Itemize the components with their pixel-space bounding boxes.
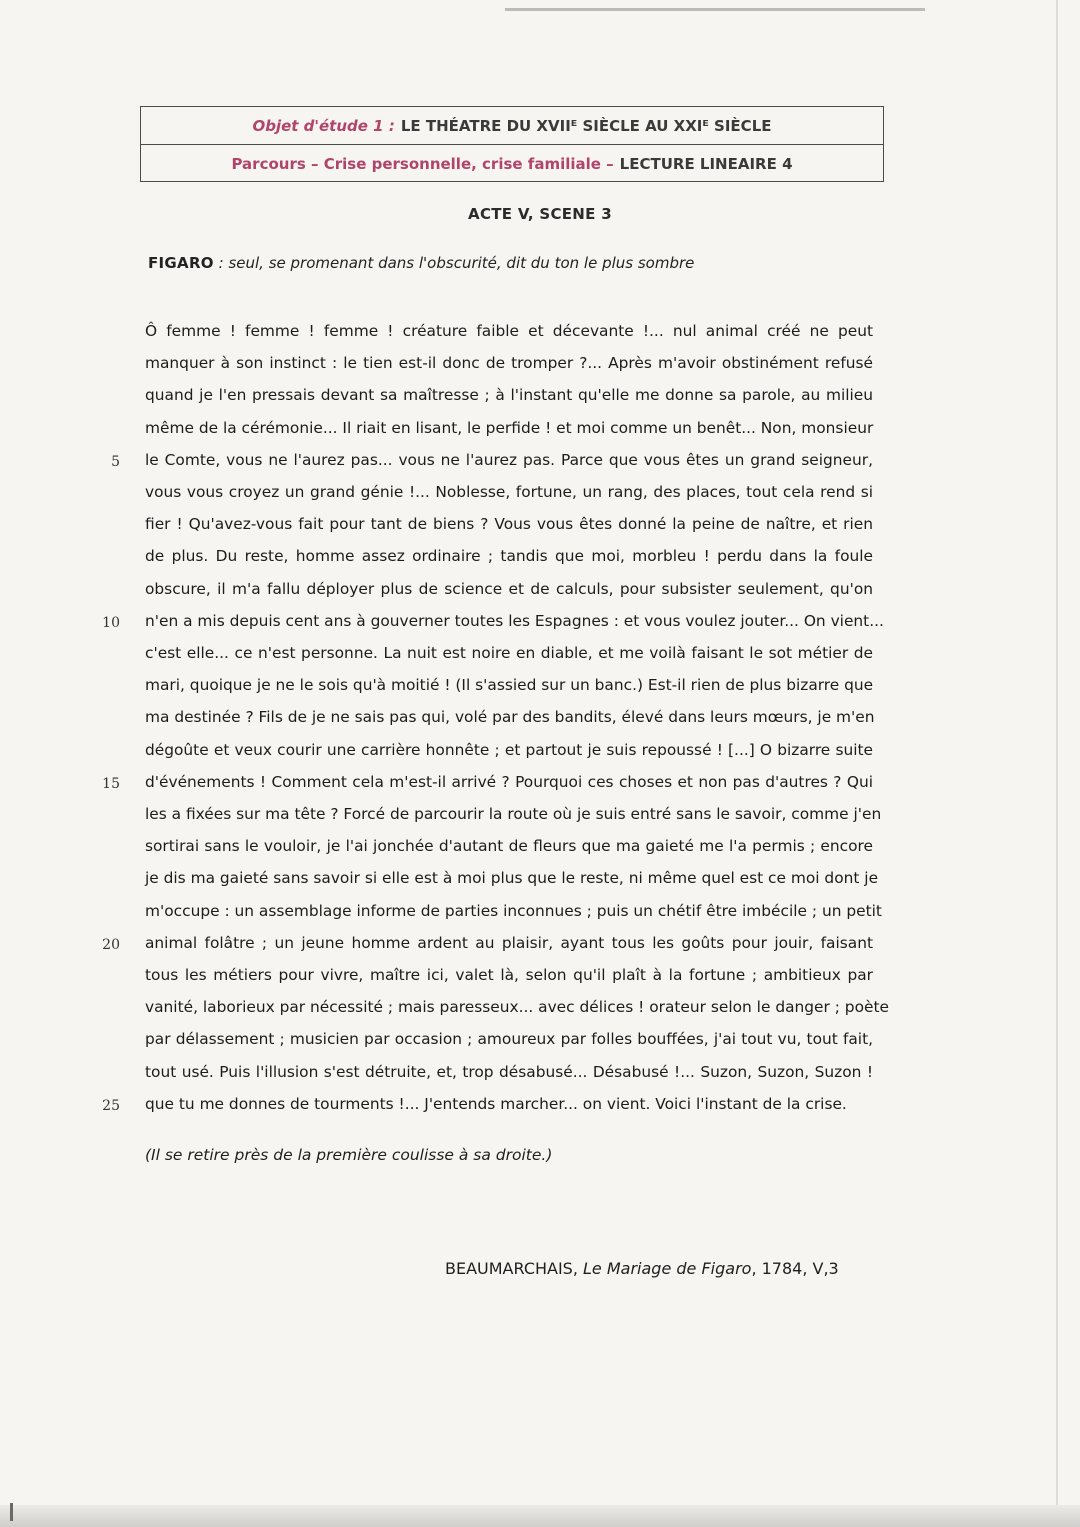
text-line: fier ! Qu'avez-vous fait pour tant de biens ? Vous vous êtes donné la peine de naître, et rien [145,515,873,534]
text-line: Ô femme ! femme ! femme ! créature faible et décevante !... nul animal créé ne peut [145,322,873,340]
objet-value: LE THÉATRE DU XVIIᴱ SIÈCLE AU XXIᴱ SIÈCLE [400,116,772,135]
text-line: c'est elle... ce n'est personne. La nuit est noire en diable, et me voilà faisant le sot métier de [145,644,873,662]
text-line: que tu me donnes de tourments !... J'entends marcher... on vient. Voici l'instant de la crise. [145,1094,847,1113]
text-line: quand je l'en pressais devant sa maîtresse ; à l'instant qu'elle me donne sa parole, au milieu [145,386,873,405]
text-line: de plus. Du reste, homme assez ordinaire ; tandis que moi, morbleu ! perdu dans la foule [145,547,873,566]
text-line: obscure, il m'a fallu déployer plus de science et de calculs, pour subsister seulement, qu'on [145,579,873,598]
stage-direction: (Il se retire près de la première coulisse à sa droite.) [145,1146,553,1164]
text-line: le Comte, vous ne l'aurez pas... vous ne l'aurez pas. Parce que vous êtes un grand seigneur, [145,450,873,469]
line-number: 15 [102,775,120,792]
parcours-label: Parcours – Crise personnelle, crise familiale – [231,154,614,173]
credit-title: Le Mariage de Figaro [583,1259,752,1278]
speaker-line [148,254,694,272]
text-line: manquer à son instinct : le tien est-il donc de tromper ?... Après m'avoir obstinément refusé [145,354,873,373]
page-edge-right [1056,0,1058,1527]
text-line: m'occupe : un assemblage informe de parties inconnues ; puis un chétif être imbécile ; un petit [145,901,882,920]
source-credit [445,1259,839,1278]
line-number: 25 [102,1097,120,1114]
page-edge-mark [10,1503,13,1521]
text-line: je dis ma gaieté sans savoir si elle est à moi plus que le reste, ni même quel est ce moi dont je [145,869,879,888]
text-line: par délassement ; musicien par occasion ; amoureux par folles bouffées, j'ai tout vu, tout fait, [145,1030,873,1049]
text-line: vanité, laborieux par nécessité ; mais paresseux... avec délices ! orateur selon le danger ; poète [145,998,889,1017]
text-line: d'événements ! Comment cela m'est-il arrivé ? Pourquoi ces choses et non pas d'autres ? Qui [145,772,873,791]
header-objet-row [141,107,883,144]
scene-title: ACTE V, SCENE 3 [468,205,612,223]
credit-author: BEAUMARCHAIS, [445,1259,578,1278]
header-box [140,106,884,182]
header-parcours-row [141,144,883,182]
line-number: 5 [111,453,120,470]
text-line: vous vous croyez un grand génie !... Noblesse, fortune, un rang, des places, tout cela rend si [145,483,873,501]
text-line: n'en a mis depuis cent ans à gouverner toutes les Espagnes : et vous voulez jouter... On vient... [145,611,884,630]
text-line: les a fixées sur ma tête ? Forcé de parcourir la route où je suis entré sans le savoir, comme j'en [145,805,882,823]
text-line: même de la cérémonie... Il riait en lisant, le perfide ! et moi comme un benêt... Non, monsieur [145,418,874,437]
text-line: mari, quoique je ne le sois qu'à moitié ! (Il s'assied sur un banc.) Est-il rien de plus bizarre que [145,676,874,695]
speaker-name: FIGARO [148,254,214,272]
objet-label: Objet d'étude 1 : [252,116,395,135]
text-line: sortirai sans le vouloir, je l'ai jonchée d'autant de fleurs que ma gaieté me l'a permis ; encore [145,837,873,856]
text-line: tous les métiers pour vivre, maître ici, valet là, selon qu'il plaît à la fortune ; ambitieux par [145,966,873,984]
speaker-direction: : seul, se promenant dans l'obscurité, dit du ton le plus sombre [218,254,695,272]
text-line: animal folâtre ; un jeune homme ardent au plaisir, ayant tous les goûts pour jouir, faisant [145,933,873,952]
text-line: ma destinée ? Fils de je ne sais pas qui, volé par des bandits, élevé dans leurs mœurs, je m'en [145,708,875,727]
line-number: 20 [102,936,120,953]
text-line: tout usé. Puis l'illusion s'est détruite, et, trop désabusé... Désabusé !... Suzon, Suzon, Suzon ! [145,1062,873,1081]
text-line: dégoûte et veux courir une carrière honnête ; et partout je suis repoussé ! [...] O bizarre suite [145,740,873,759]
page-edge-top [505,8,925,11]
credit-details: , 1784, V,3 [751,1259,839,1278]
page-edge-bottom [0,1505,1080,1527]
line-number: 10 [102,614,120,631]
parcours-value: LECTURE LINEAIRE 4 [619,154,793,173]
